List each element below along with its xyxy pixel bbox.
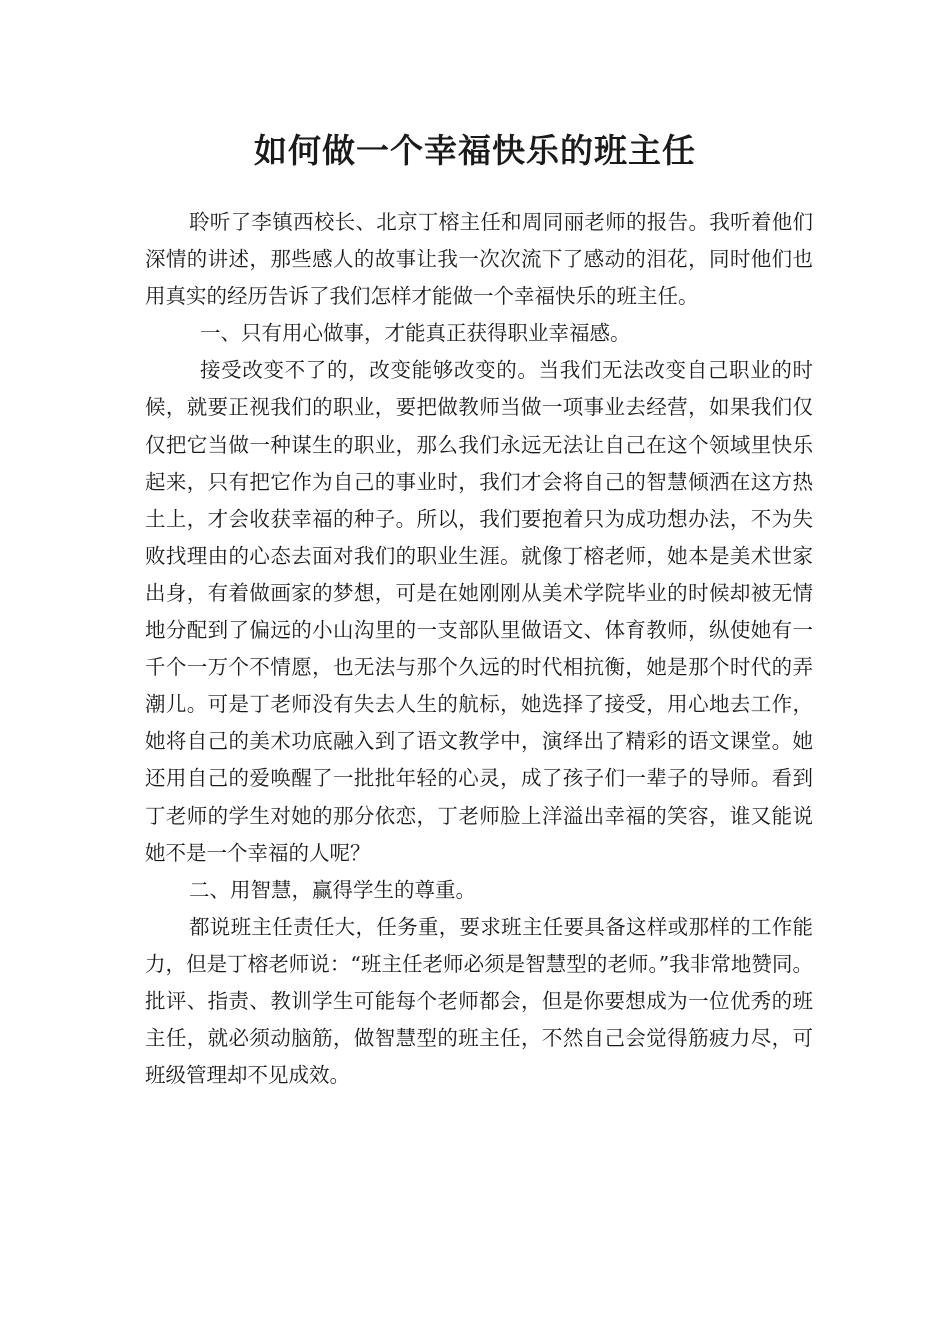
section-1-paragraph: 接受改变不了的，改变能够改变的。当我们无法改变自己职业的时候，就要正视我们的职业，要把做教师当做一项事业去经营，如果我们仅仅把它当做一种谋生的职业，那么我们永远无法让自己在这个领域里快乐起来，只有把它作为自己的事业时，我们才会将自己的智慧倾洒在这方热土上，才会收获幸福的种子。所以，我们要抱着只为成功想办法，不为失败找理由的心态去面对我们的职业生涯。就像丁榕老师，她本是美术世家出身，有着做画家的梦想，可是在她刚刚从美术学院毕业的时候却被无情地分配到了偏远的小山沟里的一支部队里做语文、体育教师，纵使她有一千个一万个不情愿，也无法与那个久远的时代相抗衡，她是那个时代的弄潮儿。可是丁老师没有失去人生的航标，她选择了接受，用心地去工作，她将自己的美术功底融入到了语文教学中，演绎出了精彩的语文课堂。她还用自己的爱唤醒了一批批年轻的心灵，成了孩子们一辈子的导师。看到丁老师的学生对她的那分依恋，丁老师脸上洋溢出幸福的笑容，谁又能说她不是一个幸福的人呢？ xyxy=(145,358,813,865)
document-title: 如何做一个幸福快乐的班主任 xyxy=(254,131,696,170)
section-2-paragraph: 都说班主任责任大，任务重，要求班主任要具备这样或那样的工作能力，但是丁榕老师说：“班主任老师必须是智慧型的老师。”我非常地赞同。批评、指责、教训学生可能每个老师都会，但是你要想成为一位优秀的班主任，就必须动脑筋，做智慧型的班主任，不然自己会觉得筋疲力尽，可班级管理却不见成效。 xyxy=(145,914,813,1088)
document-body xyxy=(145,204,813,1094)
section-heading-1: 一、只有用心做事，才能真正获得职业幸福感。 xyxy=(200,321,631,346)
section-heading-2: 二、用智慧，赢得学生的尊重。 xyxy=(189,877,476,902)
intro-paragraph: 聆听了李镇西校长、北京丁榕主任和周同丽老师的报告。我听着他们深情的讲述，那些感人的故事让我一次次流下了感动的泪花，同时他们也用真实的经历告诉了我们怎样才能做一个幸福快乐的班主任。 xyxy=(145,210,813,309)
